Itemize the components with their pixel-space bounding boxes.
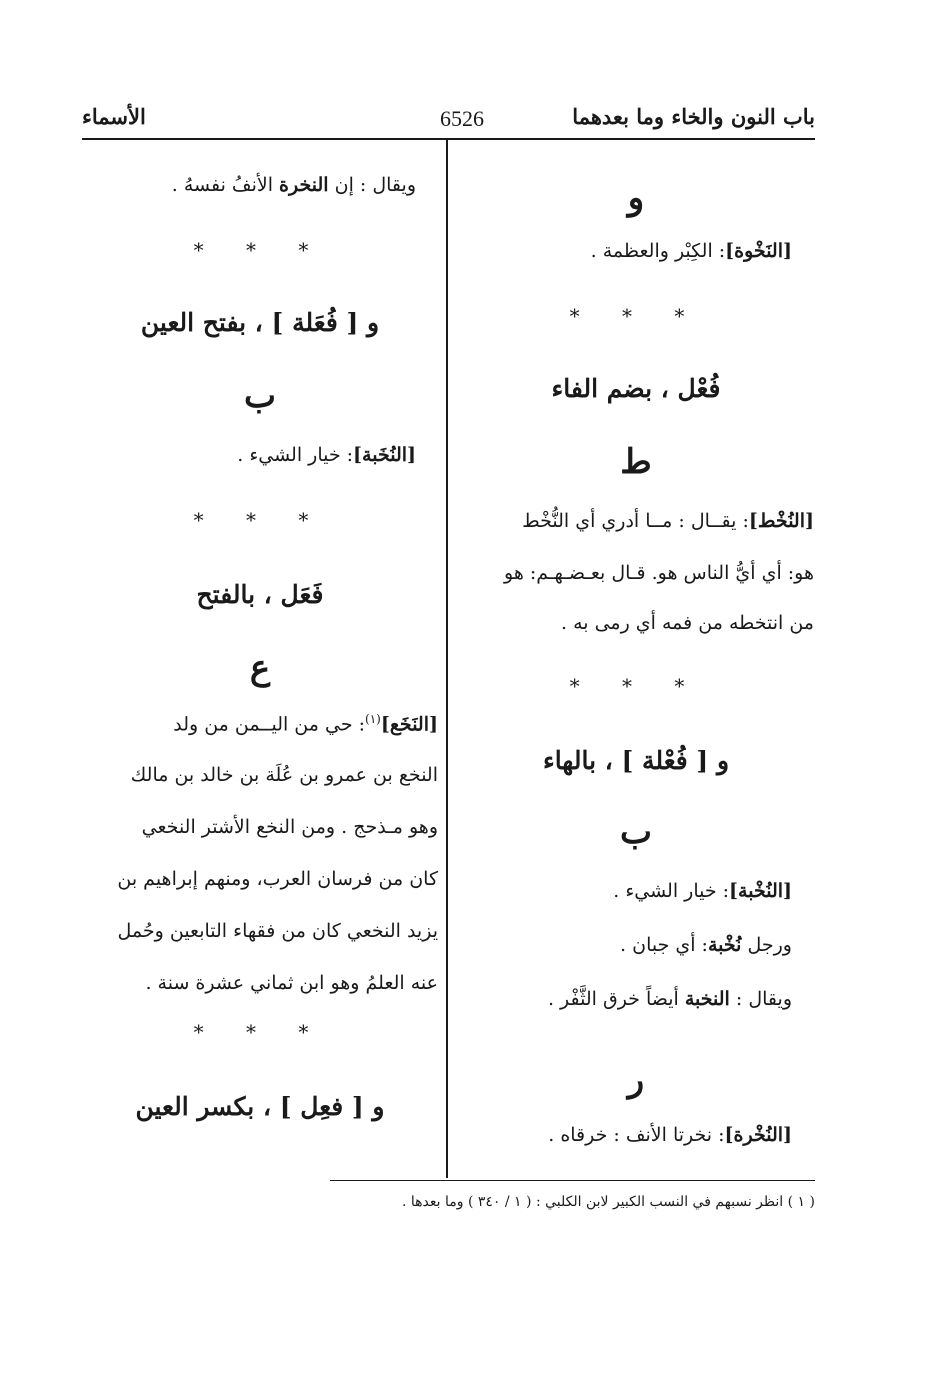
letter-heading-ba: ب	[243, 376, 276, 416]
running-head-section: باب النون والخاء وما بعدهما	[572, 104, 815, 129]
entry-definition: : خيار الشيء .	[237, 444, 354, 466]
entry-nakha3-line-5: يزيد النخعي كان من فقهاء التابعين وحُمل	[117, 920, 438, 942]
entry-keyword: نُخْبة	[707, 934, 742, 956]
footnote: ( ١ ) انظر نسبهم في النسب الكبير لابن الكلبي : ( ١ / ٣٤٠ ) وما بعدها .	[401, 1194, 815, 1210]
entry-text: ويقال : إن	[334, 174, 416, 196]
entry-headword: [النُخْبة]	[729, 880, 792, 902]
entry-definition: : خيار الشيء .	[613, 880, 730, 902]
entry-nukhba	[458, 880, 814, 902]
entry-definition: أيضاً خرق الثَّفْر .	[547, 988, 679, 1010]
pattern-heading-fu3l: فُعْل ، بضم الفاء	[551, 374, 721, 403]
section-separator: * * *	[193, 238, 327, 262]
entry-nakha3-line-4: كان من فرسان العرب، ومنهم إبراهيم بن	[117, 868, 438, 890]
entry-headword: [النُخْرة]	[724, 1124, 792, 1146]
section-separator: * * *	[193, 508, 327, 532]
entry-definition: : أي جبان .	[620, 934, 708, 956]
pattern-heading-fa3il: و [ فعِل ] ، بكسر العين	[135, 1092, 385, 1121]
section-separator: * * *	[569, 674, 703, 698]
entry-nukhba-thafr	[458, 988, 814, 1010]
pattern-heading-fa3al: فَعَل ، بالفتح	[196, 580, 324, 609]
entry-text: ويقال :	[735, 988, 792, 1010]
entry-headword: [النَخَع]	[380, 713, 438, 736]
entry-headword: [النَخْوة]	[725, 240, 792, 262]
section-separator: * * *	[193, 1020, 327, 1044]
entry-definition: الأنفُ نفسهُ .	[171, 174, 273, 196]
section-separator: * * *	[569, 304, 703, 328]
entry-definition: : حي من اليــمن من ولد	[173, 713, 365, 736]
entry-nakha3-line-1	[82, 712, 438, 735]
entry-text: ورجل	[747, 934, 792, 956]
entry-keyword: النخرة	[279, 174, 329, 196]
letter-heading-ain: ع	[249, 648, 271, 688]
entry-nukht-line-1	[458, 510, 814, 532]
entry-keyword: النخبة	[684, 988, 730, 1010]
entry-nukhaba	[82, 444, 438, 466]
running-head-topic: الأسماء	[82, 104, 146, 129]
entry-nukht-line-3: من انتخطه من فمه أي رمى به .	[560, 612, 814, 634]
entry-headword: [النُخَبة]	[353, 444, 416, 466]
pattern-heading-fu3ala: و [ فُعَلة ] ، بفتح العين	[140, 308, 380, 337]
letter-heading-ba: ب	[619, 812, 652, 852]
pattern-heading-fu3la: و [ فُعْلة ] ، بالهاء	[542, 746, 730, 775]
header-rule	[82, 138, 815, 140]
page-number: 6526	[440, 106, 484, 131]
entry-nukhra	[458, 1124, 814, 1146]
letter-heading-ra: ر	[627, 1060, 645, 1100]
footnote-rule	[330, 1180, 815, 1181]
entry-headword: [النُخْط]	[748, 510, 814, 532]
footnote-marker: (١)	[365, 712, 381, 726]
entry-definition: : يقــال : مــا أدري أي النُّخْط	[522, 510, 749, 532]
entry-nakha3-line-3: وهو مـذحج . ومن النخع الأشتر النخعي	[141, 816, 438, 838]
entry-definition: : الكِبْر والعظمة .	[590, 240, 726, 262]
letter-heading-waw: و	[627, 178, 645, 218]
entry-nukht-line-2: هو: أي أيُّ الناس هو. قـال بعـضـهـم: هو	[504, 562, 814, 584]
entry-definition: : نخرتا الأنف : خرقاه .	[548, 1124, 725, 1146]
entry-nukhra-nose	[82, 174, 438, 196]
letter-heading-ta: ط	[620, 442, 652, 482]
column-divider	[446, 140, 448, 1178]
entry-nakha3-line-6: عنه العلمُ وهو ابن ثماني عشرة سنة .	[145, 972, 438, 994]
entry-nakha3-line-2: النخع بن عمرو بن عُلَة بن خالد بن مالك	[130, 764, 438, 786]
entry-rajul-nukhba	[458, 934, 814, 956]
page-header	[82, 100, 815, 136]
entry-nakhwa	[458, 240, 814, 262]
